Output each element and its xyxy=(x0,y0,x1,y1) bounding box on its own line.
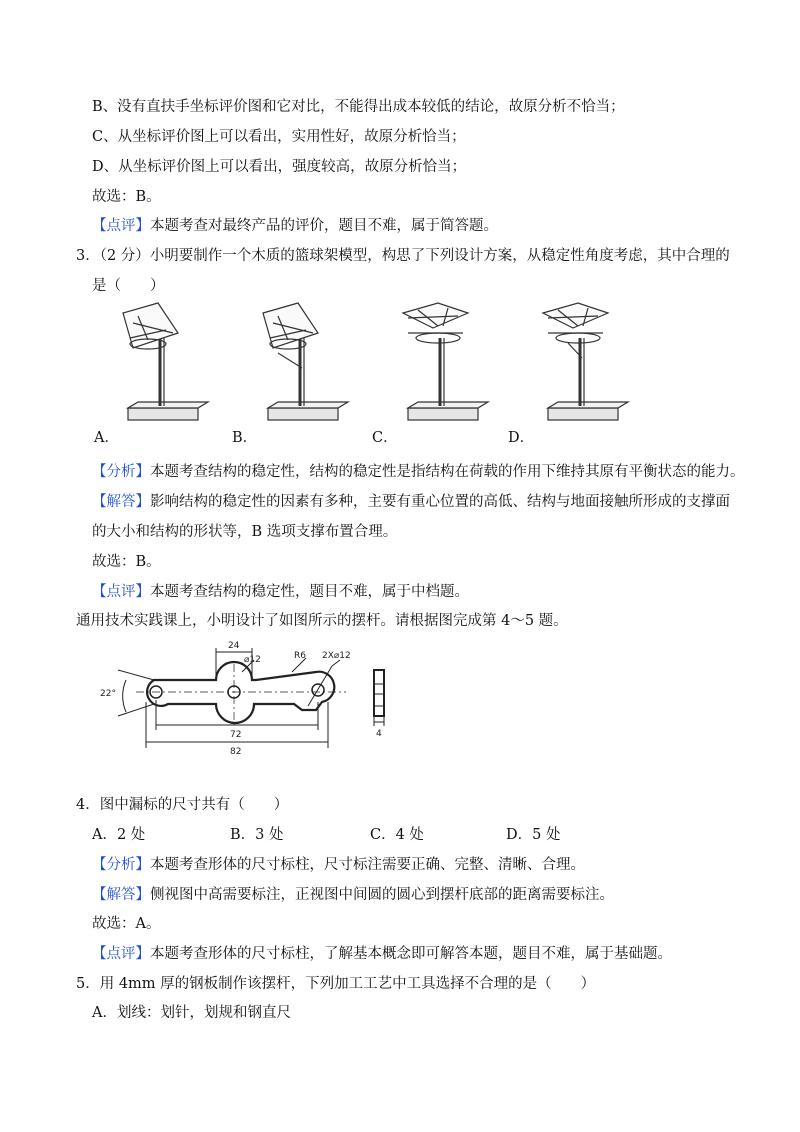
basketball-stand-figures xyxy=(98,298,718,448)
figure-option-c: C． xyxy=(372,430,398,446)
question-3-stem-end: 是（ ） xyxy=(92,278,165,294)
analysis-text: 本题考查形体的尺寸标柱，尺寸标注需要正确、完整、清晰、合理。 xyxy=(150,857,585,873)
figure-option-d: D． xyxy=(508,430,535,446)
review-tag: 【点评】 xyxy=(92,946,150,962)
q3-solution-cont: 的大小和结构的形状等，B 选项支撑布置合理。 xyxy=(92,524,398,540)
dim-holes: 2X⌀12 xyxy=(322,651,351,661)
dim-angle: 22° xyxy=(100,689,116,699)
analysis-text: 本题考查结构的稳定性，结构的稳定性是指结构在荷载的作用下维持其原有平衡状态的能力。 xyxy=(150,464,745,480)
dim-r6: R6 xyxy=(294,651,306,661)
review-line xyxy=(92,216,498,236)
option-c-analysis: C、从坐标评价图上可以看出，实用性好，故原分析恰当； xyxy=(92,129,466,145)
question-5-stem: 5．用 4mm 厚的钢板制作该摆杆，下列加工工艺中工具选择不合理的是（ ） xyxy=(76,976,596,992)
figure-option-b: B． xyxy=(232,430,258,446)
stand-c xyxy=(403,303,488,420)
review-tag: 【点评】 xyxy=(92,218,150,234)
q4-choice: 故选：A。 xyxy=(92,916,161,932)
q4-option-c: C．4 处 xyxy=(370,827,424,843)
lever-drawing xyxy=(96,630,416,760)
q3-choice: 故选：B。 xyxy=(92,554,161,570)
q4-review xyxy=(92,944,672,964)
q3-analysis xyxy=(92,462,745,482)
dim-d12: ⌀12 xyxy=(244,655,261,665)
q3-solution xyxy=(92,492,730,512)
section-intro: 通用技术实践课上，小明设计了如图所示的摆杆。请根据图完成第 4～5 题。 xyxy=(76,613,568,629)
solution-text: 影响结构的稳定性的因素有多种，主要有重心位置的高低、结构与地面接触所形成的支撑面 xyxy=(150,494,730,510)
question-3-stem: 3．（2 分）小明要制作一个木质的篮球架模型，构思了下列设计方案，从稳定性角度考虑，其中合理的 xyxy=(76,248,730,264)
question-4-stem: 4．图中漏标的尺寸共有（ ） xyxy=(76,797,289,813)
dim-thickness: 4 xyxy=(376,729,382,739)
analysis-tag: 【分析】 xyxy=(92,857,150,873)
solution-tag: 【解答】 xyxy=(92,494,150,510)
q5-option-a: A．划线：划针，划规和钢直尺 xyxy=(92,1005,291,1021)
review-text: 本题考查形体的尺寸标柱，了解基本概念即可解答本题，题目不难，属于基础题。 xyxy=(150,946,672,962)
option-d-analysis: D、从坐标评价图上可以看出，强度较高，故原分析恰当； xyxy=(92,159,467,175)
stand-a xyxy=(123,303,208,420)
review-text: 本题考查对最终产品的评价，题目不难，属于简答题。 xyxy=(150,218,498,234)
basketball-stands-svg xyxy=(98,298,718,448)
analysis-tag: 【分析】 xyxy=(92,464,150,480)
q4-solution xyxy=(92,885,614,905)
stand-d xyxy=(543,303,628,420)
q3-review xyxy=(92,582,469,602)
q4-analysis xyxy=(92,855,585,875)
figure-option-a: A． xyxy=(94,430,119,446)
dim-72: 72 xyxy=(230,730,242,740)
dim-24: 24 xyxy=(228,641,240,651)
solution-tag: 【解答】 xyxy=(92,887,150,903)
dim-82: 82 xyxy=(230,747,242,757)
q4-option-d: D．5 处 xyxy=(506,827,561,843)
review-text: 本题考查结构的稳定性，题目不难，属于中档题。 xyxy=(150,584,469,600)
q4-option-b: B．3 处 xyxy=(230,827,284,843)
q4-option-a: A．2 处 xyxy=(92,827,146,843)
answer-choice: 故选：B。 xyxy=(92,189,161,205)
review-tag: 【点评】 xyxy=(92,584,150,600)
lever-drawing-svg xyxy=(96,630,416,760)
solution-text: 侧视图中高需要标注，正视图中间圆的圆心到摆杆底部的距离需要标注。 xyxy=(150,887,614,903)
stand-b xyxy=(263,303,348,420)
option-b-analysis: B、没有直扶手坐标评价图和它对比，不能得出成本较低的结论，故原分析不恰当； xyxy=(92,99,625,115)
